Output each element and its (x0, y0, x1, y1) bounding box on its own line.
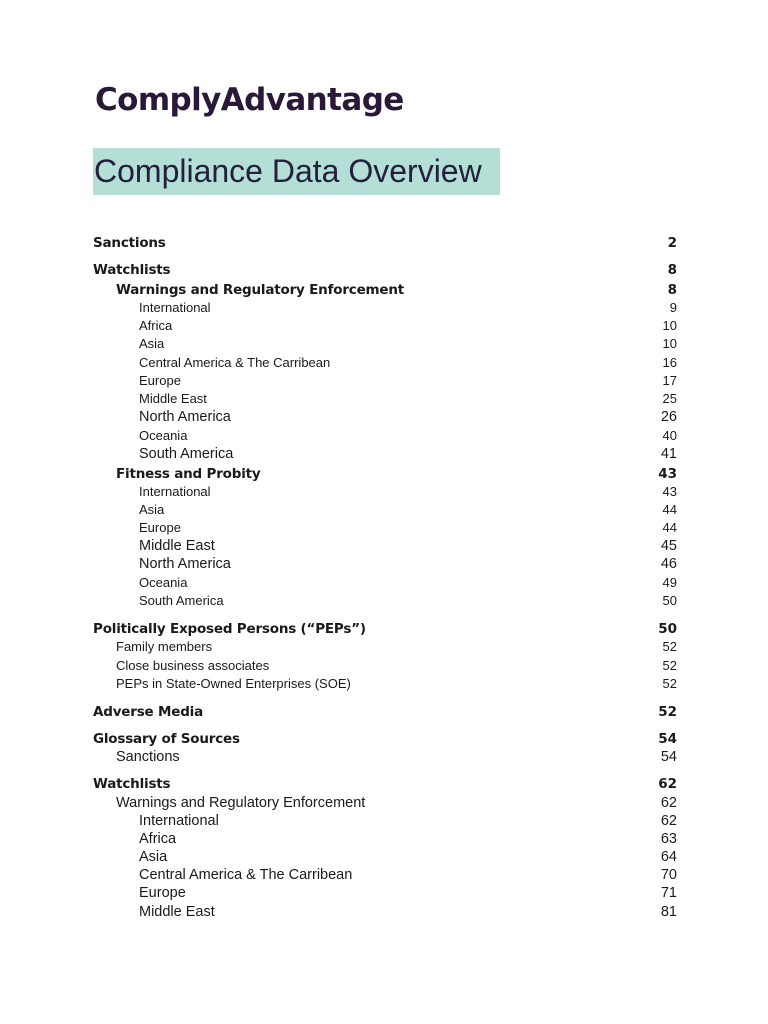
toc-entry[interactable] (93, 466, 677, 482)
toc-entry-label: Adverse Media (93, 704, 204, 720)
toc-entry[interactable] (93, 373, 677, 388)
toc-entry-label: PEPs in State-Owned Enterprises (SOE) (116, 676, 351, 691)
toc-entry-page-number: 44 (662, 502, 677, 517)
toc-entry[interactable] (93, 639, 677, 654)
toc-entry[interactable] (93, 813, 677, 829)
company-logo: ComplyAdvantage (95, 82, 404, 118)
toc-entry[interactable] (93, 776, 677, 792)
toc-entry-page-number: 41 (660, 446, 677, 462)
toc-entry-page-number: 9 (669, 300, 677, 315)
toc-entry-label: Africa (139, 831, 177, 847)
toc-entry-page-number: 17 (662, 373, 677, 388)
toc-entry[interactable] (93, 484, 677, 499)
toc-entry[interactable] (93, 704, 677, 720)
toc-entry-page-number: 62 (658, 776, 677, 792)
toc-entry[interactable] (93, 556, 677, 572)
toc-entry[interactable] (93, 502, 677, 517)
toc-entry[interactable] (93, 391, 677, 406)
toc-entry[interactable] (93, 282, 677, 298)
toc-entry-label: Watchlists (93, 262, 171, 278)
toc-entry-label: International (139, 300, 211, 315)
toc-entry-label: Warnings and Regulatory Enforcement (116, 282, 405, 298)
toc-entry[interactable] (93, 749, 677, 765)
toc-entry-page-number: 2 (667, 235, 677, 251)
toc-entry-page-number: 43 (662, 484, 677, 499)
toc-entry-page-number: 44 (662, 520, 677, 535)
toc-entry[interactable] (93, 867, 677, 883)
toc-entry-label: Middle East (139, 391, 207, 406)
toc-entry-page-number: 43 (658, 466, 677, 482)
toc-entry[interactable] (93, 904, 677, 920)
toc-entry-label: Sanctions (116, 749, 180, 765)
toc-entry-label: Family members (116, 639, 213, 654)
toc-entry-label: Watchlists (93, 776, 171, 792)
toc-entry-label: Europe (139, 373, 181, 388)
toc-entry-page-number: 62 (660, 813, 677, 829)
toc-entry-page-number: 64 (660, 849, 677, 865)
toc-entry[interactable] (93, 795, 677, 811)
toc-entry-label: Fitness and Probity (116, 466, 261, 482)
toc-entry-page-number: 8 (667, 282, 677, 298)
toc-entry-label: South America (139, 446, 234, 462)
toc-entry[interactable] (93, 731, 677, 747)
document-title: Compliance Data Overview (93, 148, 500, 195)
toc-entry[interactable] (93, 885, 677, 901)
toc-entry-page-number: 26 (660, 409, 677, 425)
toc-entry-label: Oceania (139, 575, 188, 590)
toc-entry-page-number: 52 (658, 704, 677, 720)
toc-entry[interactable] (93, 262, 677, 278)
toc-entry-label: Middle East (139, 904, 215, 920)
toc-entry[interactable] (93, 446, 677, 462)
toc-entry-page-number: 54 (660, 749, 677, 765)
toc-entry-label: International (139, 484, 211, 499)
toc-entry[interactable] (93, 658, 677, 673)
toc-entry-label: North America (139, 409, 231, 425)
toc-entry-label: Close business associates (116, 658, 270, 673)
toc-entry-page-number: 50 (662, 593, 677, 608)
toc-entry[interactable] (93, 831, 677, 847)
toc-entry-page-number: 25 (662, 391, 677, 406)
toc-entry-label: Central America & The Carribean (139, 355, 331, 370)
toc-entry-label: Europe (139, 885, 186, 901)
toc-entry-label: Sanctions (93, 235, 166, 251)
toc-entry-page-number: 8 (667, 262, 677, 278)
toc-entry-page-number: 54 (658, 731, 677, 747)
toc-entry-label: Warnings and Regulatory Enforcement (116, 795, 366, 811)
toc-entry-label: Central America & The Carribean (139, 867, 353, 883)
toc-entry[interactable] (93, 355, 677, 370)
toc-entry-label: International (139, 813, 219, 829)
toc-entry-page-number: 81 (660, 904, 677, 920)
toc-entry-label: North America (139, 556, 231, 572)
toc-entry[interactable] (93, 520, 677, 535)
toc-entry[interactable] (93, 575, 677, 590)
toc-entry[interactable] (93, 676, 677, 691)
toc-entry-page-number: 71 (660, 885, 677, 901)
toc-entry[interactable] (93, 621, 677, 637)
toc-entry-page-number: 10 (662, 318, 677, 333)
toc-entry[interactable] (93, 409, 677, 425)
toc-entry-page-number: 49 (662, 575, 677, 590)
toc-entry-label: Europe (139, 520, 181, 535)
toc-entry-page-number: 40 (662, 428, 677, 443)
toc-entry[interactable] (93, 235, 677, 251)
toc-entry[interactable] (93, 428, 677, 443)
toc-entry[interactable] (93, 849, 677, 865)
toc-entry-page-number: 50 (658, 621, 677, 637)
toc-entry-page-number: 70 (660, 867, 677, 883)
toc-entry-label: Asia (139, 502, 165, 517)
toc-entry-page-number: 63 (660, 831, 677, 847)
toc-entry[interactable] (93, 593, 677, 608)
toc-entry-label: Politically Exposed Persons (“PEPs”) (93, 621, 366, 637)
toc-entry-page-number: 45 (660, 538, 677, 554)
toc-entry[interactable] (93, 538, 677, 554)
toc-entry[interactable] (93, 318, 677, 333)
toc-entry-label: Asia (139, 336, 165, 351)
toc-entry-page-number: 52 (662, 658, 677, 673)
toc-entry-label: Middle East (139, 538, 215, 554)
toc-entry-page-number: 52 (662, 676, 677, 691)
toc-entry-page-number: 10 (662, 336, 677, 351)
toc-entry[interactable] (93, 300, 677, 315)
toc-entry-page-number: 62 (660, 795, 677, 811)
toc-entry-label: Africa (139, 318, 173, 333)
toc-entry-label: Glossary of Sources (93, 731, 240, 747)
toc-entry-page-number: 52 (662, 639, 677, 654)
toc-entry-label: Oceania (139, 428, 188, 443)
toc-entry-label: South America (139, 593, 224, 608)
toc-entry-label: Asia (139, 849, 168, 865)
toc-entry[interactable] (93, 336, 677, 351)
toc-entry-page-number: 46 (660, 556, 677, 572)
toc-entry-page-number: 16 (662, 355, 677, 370)
